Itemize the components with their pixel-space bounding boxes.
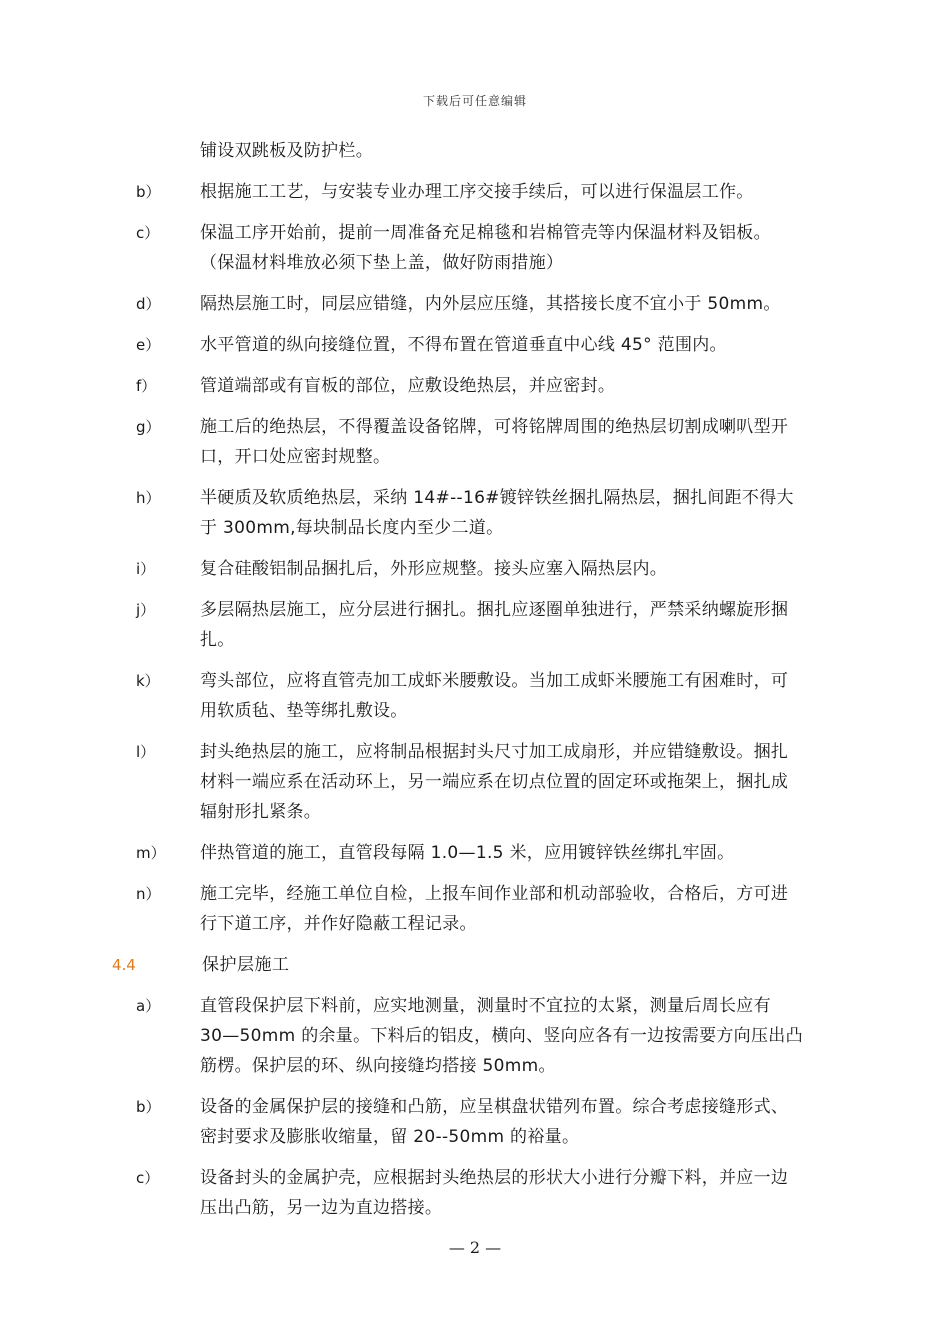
list-text: 铺设双跳板及防护栏。 [200, 141, 373, 161]
list-text: 施工后的绝热层，不得覆盖设备铭牌，可将铭牌周围的绝热层切割成喇叭型开 口，开口处应密封规整。 [200, 417, 789, 467]
list-item [0, 412, 950, 472]
list-marker: a） [136, 997, 161, 1015]
list-text: 直管段保护层下料前，应实地测量，测量时不宜拉的太紧，测量后周长应有 30—50mm 的余量。下料后的铝皮，横向、竖向应各有一边按需要方向压出凸 筋楞。保护层的环、纵向接缝均搭接 50mm。 [200, 996, 803, 1076]
list-marker: l） [136, 743, 156, 761]
list-marker: m） [136, 844, 166, 862]
list-text: 设备封头的金属护壳，应根据封头绝热层的形状大小进行分瓣下料，并应一边 压出凸筋，另一边为直边搭接。 [200, 1168, 789, 1218]
list-item [0, 991, 950, 1081]
list-item [0, 218, 950, 278]
list-marker: i） [136, 560, 156, 578]
list-item [0, 879, 950, 939]
list-marker: n） [136, 885, 161, 903]
list-marker: f） [136, 377, 157, 395]
list-item [0, 136, 950, 166]
list-item [0, 1092, 950, 1152]
list-text: 伴热管道的施工，直管段每隔 1.0—1.5 米，应用镀锌铁丝绑扎牢固。 [200, 843, 735, 863]
page-header-note: 下载后可任意编辑 [422, 94, 527, 108]
list-text: 半硬质及软质绝热层，采纳 14#--16#镀锌铁丝捆扎隔热层，捆扎间距不得大 于 300mm,每块制品长度内至少二道。 [200, 488, 794, 538]
list-marker: c） [136, 1169, 160, 1187]
list-text: 根据施工工艺，与安装专业办理工序交接手续后，可以进行保温层工作。 [200, 182, 754, 202]
list-item [0, 595, 950, 655]
list-text: 施工完毕，经施工单位自检，上报车间作业部和机动部验收，合格后，方可进 行下道工序，并作好隐蔽工程记录。 [200, 884, 789, 934]
list-marker: k） [136, 672, 160, 690]
list-marker: h） [136, 489, 161, 507]
list-item [0, 666, 950, 726]
list-marker: j） [136, 601, 156, 619]
list-item [0, 838, 950, 868]
list-marker: e） [136, 336, 161, 354]
list-item [0, 554, 950, 584]
list-marker: d） [136, 295, 161, 313]
section-title: 保护层施工 [202, 955, 290, 975]
list-item [0, 483, 950, 543]
list-item [0, 289, 950, 319]
list-text: 封头绝热层的施工，应将制品根据封头尺寸加工成扇形，并应错缝敷设。捆扎 材料一端应系在活动环上，另一端应系在切点位置的固定环或拖架上，捆扎成 辐射形扎紧条。 [200, 742, 789, 822]
list-text: 复合硅酸铝制品捆扎后，外形应规整。接头应塞入隔热层内。 [200, 559, 668, 579]
list-item [0, 1163, 950, 1223]
document-body [0, 136, 950, 1234]
list-text: 多层隔热层施工，应分层进行捆扎。捆扎应逐圈单独进行，严禁采纳螺旋形捆 扎。 [200, 600, 789, 650]
list-text: 设备的金属保护层的接缝和凸筋，应呈棋盘状错列布置。综合考虑接缝形式、 密封要求及膨胀收缩量，留 20--50mm 的裕量。 [200, 1097, 789, 1147]
list-text: 隔热层施工时，同层应错缝，内外层应压缝，其搭接长度不宜小于 50mm。 [200, 294, 781, 314]
list-text: 管道端部或有盲板的部位，应敷设绝热层，并应密封。 [200, 376, 616, 396]
list-marker: c） [136, 224, 160, 242]
list-text: 弯头部位，应将直管壳加工成虾米腰敷设。当加工成虾米腰施工有困难时，可 用软质毡、垫等绑扎敷设。 [200, 671, 789, 721]
list-marker: b） [136, 1098, 161, 1116]
list-marker: b） [136, 183, 161, 201]
section-number: 4.4 [112, 956, 136, 974]
list-item [0, 737, 950, 827]
list-text: 保温工序开始前，提前一周准备充足棉毯和岩棉管壳等内保温材料及铝板。 （保温材料堆放必须下垫上盖，做好防雨措施） [200, 223, 771, 273]
list-item [0, 330, 950, 360]
list-text: 水平管道的纵向接缝位置，不得布置在管道垂直中心线 45° 范围内。 [200, 335, 727, 355]
page-number: — 2 — [448, 1238, 502, 1257]
list-item [0, 177, 950, 207]
list-marker: g） [136, 418, 161, 436]
section-heading [0, 950, 950, 980]
list-item [0, 371, 950, 401]
